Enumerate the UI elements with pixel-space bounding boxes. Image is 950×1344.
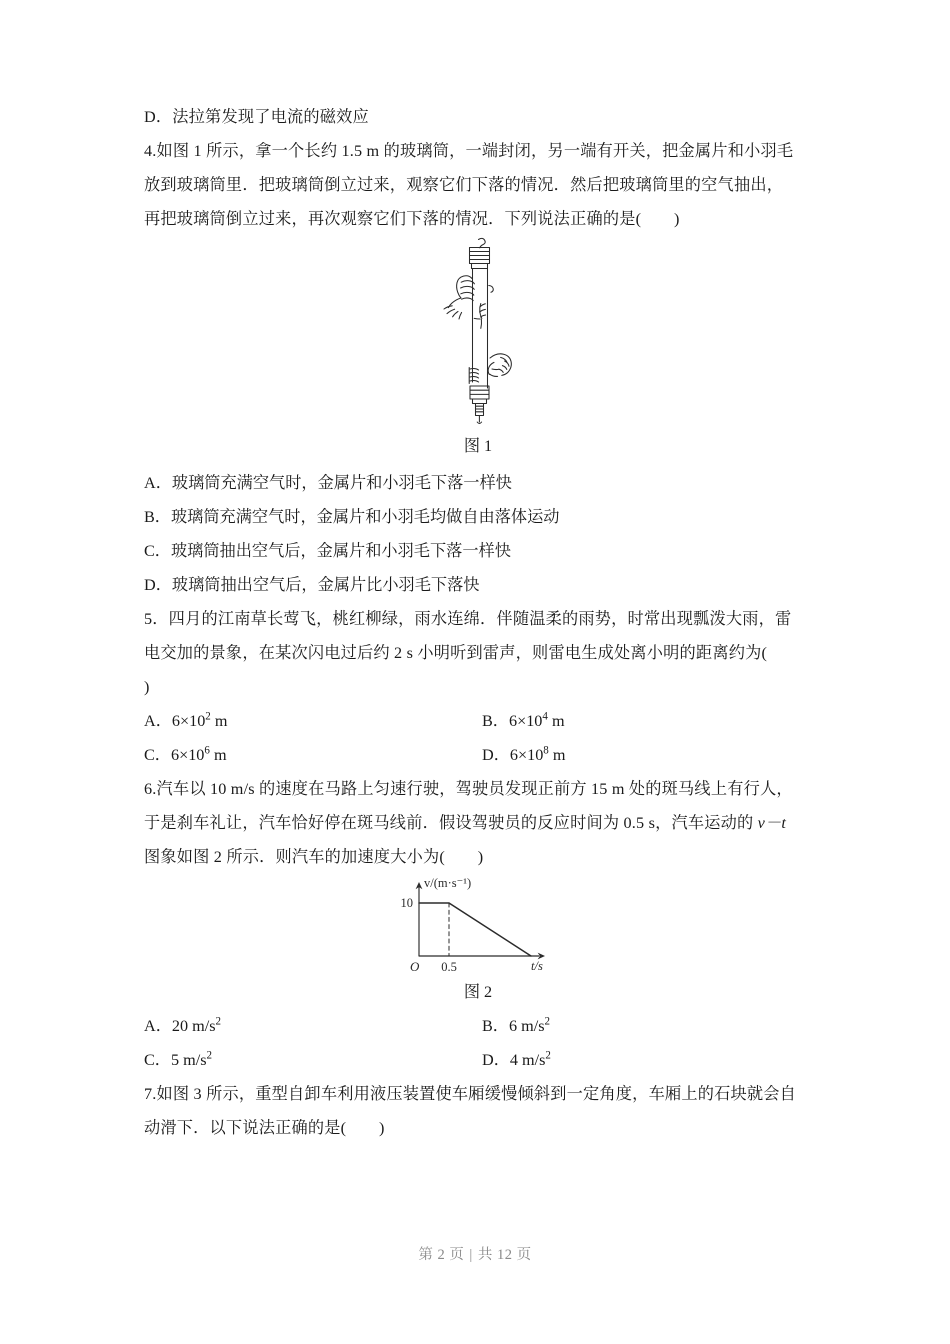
question-6-option-d: [474, 1043, 812, 1077]
figure-2-caption: 图 2: [463, 983, 493, 1001]
total-prefix: 共: [477, 1247, 493, 1263]
question-4-option-d: D．玻璃筒抽出空气后，金属片比小羽毛下落快: [144, 576, 480, 594]
question-4-line-1: 4.如图 1 所示，拿一个长约 1.5 m 的玻璃筒，一端封闭，另一端有开关，把金属片和小羽毛: [144, 142, 794, 160]
question-4-option-c: C．玻璃筒抽出空气后，金属片和小羽毛下落一样快: [144, 542, 511, 560]
page-label-prefix: 第: [418, 1247, 434, 1263]
question-5-line-1: 5．四月的江南草长莺飞，桃红柳绿，雨水连绵．伴随温柔的雨势，时常出现瓢泼大雨，雷: [144, 610, 792, 628]
question-6-options-row-1: [144, 1009, 812, 1043]
origin-label: O: [410, 959, 420, 974]
question-6-option-d-exponent: 2: [545, 1049, 551, 1062]
figure-1-caption: 图 1: [463, 437, 493, 455]
question-6-line-1: 6.汽车以 10 m/s 的速度在马路上匀速行驶，驾驶员发现正前方 15 m 处的斑马线上有行人，: [144, 780, 793, 798]
question-5-option-d-unit: m: [548, 746, 566, 764]
question-6-line-3: 图象如图 2 所示．则汽车的加速度大小为( ): [144, 848, 484, 866]
newtons-tube-illustration: [416, 236, 556, 436]
question-5-option-a-exponent: 2: [205, 710, 211, 723]
x-tick-label-0-5: 0.5: [441, 960, 457, 974]
question-6-option-a-label: A．20 m/s: [144, 1017, 216, 1035]
y-tick-label-10: 10: [400, 896, 413, 910]
page-number: 2: [437, 1247, 446, 1263]
question-6-line-2-text: 于是刹车礼让，汽车恰好停在斑马线前．假设驾驶员的反应时间为 0.5 s，汽车运动的: [144, 814, 758, 832]
question-6-option-d-label: D．4 m/s: [482, 1051, 546, 1069]
question-5-option-c-exponent: 6: [204, 744, 210, 757]
question-6-option-a-exponent: 2: [215, 1015, 221, 1028]
question-5-option-c-label: C．6×10: [144, 746, 205, 764]
question-4-option-b: B．玻璃筒充满空气时，金属片和小羽毛均做自由落体运动: [144, 508, 560, 526]
velocity-time-graph: [391, 874, 566, 979]
question-6-option-c-label: C．5 m/s: [144, 1051, 207, 1069]
figure-2-container: [144, 874, 812, 1009]
question-4-line-2: 放到玻璃筒里．把玻璃筒倒立过来，观察它们下落的情况．然后把玻璃筒里的空气抽出，: [144, 176, 784, 194]
question-7-line-2: 动滑下．以下说法正确的是( ): [144, 1119, 385, 1137]
question-5-option-c: [144, 738, 474, 772]
velocity-curve: [419, 903, 531, 956]
footer-separator: |: [469, 1247, 473, 1263]
page-label-suffix: 页: [449, 1247, 465, 1263]
total-pages: 12: [496, 1247, 513, 1263]
x-axis-label: t/s: [531, 959, 543, 973]
page-content: [144, 100, 812, 1145]
question-5-option-d: [474, 738, 812, 772]
total-suffix: 页: [516, 1247, 532, 1263]
question-6-line-2: [144, 806, 812, 840]
question-6-option-c: [144, 1043, 474, 1077]
question-5-option-b-unit: m: [547, 712, 565, 730]
question-6-option-c-exponent: 2: [206, 1049, 213, 1062]
question-5-options-row-1: [144, 704, 812, 738]
question-6-option-b-label: B．6 m/s: [482, 1017, 545, 1035]
question-5-option-b-label: B．6×10: [482, 712, 543, 730]
question-6-option-b: [474, 1009, 812, 1043]
figure-1-container: [144, 236, 812, 466]
question-5-options-row-2: [144, 738, 812, 772]
question-6-options-row-2: [144, 1043, 812, 1077]
question-5-option-d-exponent: 8: [543, 744, 549, 757]
question-5-line-3: ): [144, 678, 150, 696]
page-footer: [0, 1243, 950, 1264]
question-5-option-c-unit: m: [209, 746, 227, 764]
question-3-option-d: D．法拉第发现了电流的磁效应: [144, 108, 369, 126]
question-6-option-b-exponent: 2: [544, 1015, 551, 1028]
y-axis-label: v/(m·s⁻¹): [424, 876, 472, 890]
question-6-vt-symbol: v－t: [757, 814, 787, 832]
question-4-line-3: 再把玻璃筒倒立过来，再次观察它们下落的情况．下列说法正确的是( ): [144, 210, 680, 228]
question-6-option-a: [144, 1009, 474, 1043]
question-5-option-d-label: D．6×10: [482, 746, 544, 764]
question-4-option-a: A．玻璃筒充满空气时，金属片和小羽毛下落一样快: [144, 474, 512, 492]
question-5-option-a-label: A．6×10: [144, 712, 206, 730]
question-5-option-b: [474, 704, 812, 738]
question-5-option-a: [144, 704, 474, 738]
question-5-line-2: 电交加的景象，在某次闪电过后约 2 s 小明听到雷声，则雷电生成处离小明的距离约为(: [144, 644, 768, 662]
question-7-line-1: 7.如图 3 所示，重型自卸车利用液压装置使车厢缓慢倾斜到一定角度，车厢上的石块就会自: [144, 1085, 797, 1103]
question-5-option-a-unit: m: [210, 712, 228, 730]
question-5-option-b-exponent: 4: [542, 710, 548, 723]
